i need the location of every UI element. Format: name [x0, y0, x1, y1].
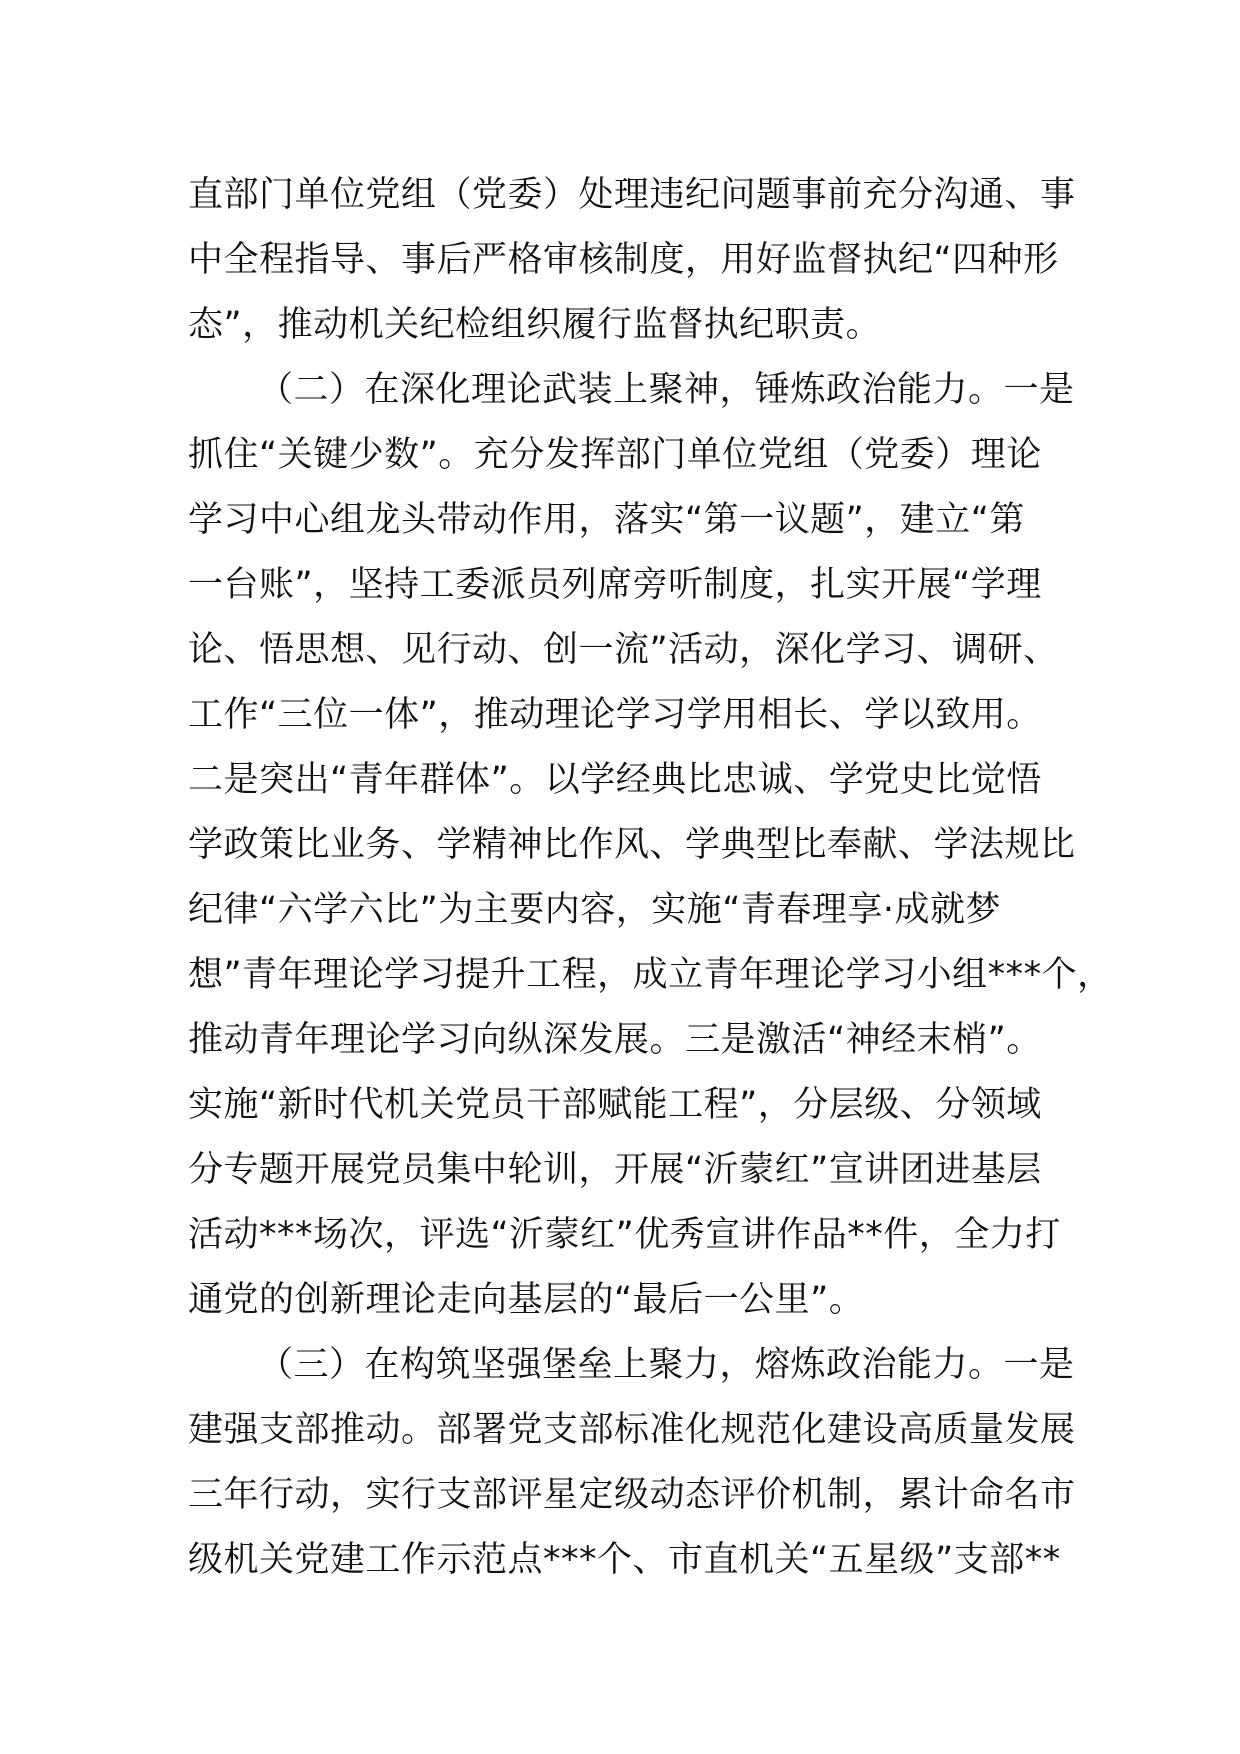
text-line: 纪律“六学六比”为主要内容，实施“青春理享·成就梦	[188, 890, 1002, 930]
text-line: 推动青年理论学习向纵深发展。三是激活“神经末梢”。	[188, 1020, 1042, 1060]
text-line: 直部门单位党组（党委）处理违纪问题事前充分沟通、事	[188, 175, 1076, 215]
text-line: 想”青年理论学习提升工程，成立青年理论学习小组***个，	[188, 955, 1113, 995]
text-line: 活动***场次，评选“沂蒙红”优秀宣讲作品**件，全力打	[188, 1215, 1061, 1255]
text-line: 学习中心组龙头带动作用，落实“第一议题”，建立“第	[188, 500, 1025, 540]
section-heading-line: （三）在构筑坚强堡垒上聚力，熔炼政治能力。一是	[258, 1345, 1075, 1385]
text-line: 论、悟思想、见行动、创一流”活动，深化学习、调研、	[188, 630, 1059, 670]
text-line: 学政策比业务、学精神比作风、学典型比奉献、学法规比	[188, 825, 1076, 865]
text-line: 实施“新时代机关党员干部赋能工程”，分层级、分领域	[188, 1085, 1042, 1125]
text-line: 分专题开展党员集中轮训，开展“沂蒙红”宣讲团进基层	[188, 1150, 1042, 1190]
section-heading-line: （二）在深化理论武装上聚神，锤炼政治能力。一是	[258, 370, 1075, 410]
text-line: 二是突出“青年群体”。以学经典比忠诚、学党史比觉悟	[188, 760, 1042, 800]
text-line: 三年行动，实行支部评星定级动态评价机制，累计命名市	[188, 1475, 1076, 1515]
text-line: 建强支部推动。部署党支部标准化规范化建设高质量发展	[188, 1410, 1076, 1450]
text-line: 态”，推动机关纪检组织履行监督执纪职责。	[188, 305, 882, 345]
text-line: 级机关党建工作示范点***个、市直机关“五星级”支部**	[188, 1540, 1061, 1580]
text-line: 一台账”，坚持工委派员列席旁听制度，扎实开展“学理	[188, 565, 1042, 605]
text-line: 抓住“关键少数”。充分发挥部门单位党组（党委）理论	[188, 435, 1042, 475]
text-line: 通党的创新理论走向基层的“最后一公里”。	[188, 1280, 865, 1320]
text-line: 中全程指导、事后严格审核制度，用好监督执纪“四种形	[188, 240, 1059, 280]
text-line: 工作“三位一体”，推动理论学习学用相长、学以致用。	[188, 695, 1042, 735]
document-body	[188, 163, 1113, 1593]
